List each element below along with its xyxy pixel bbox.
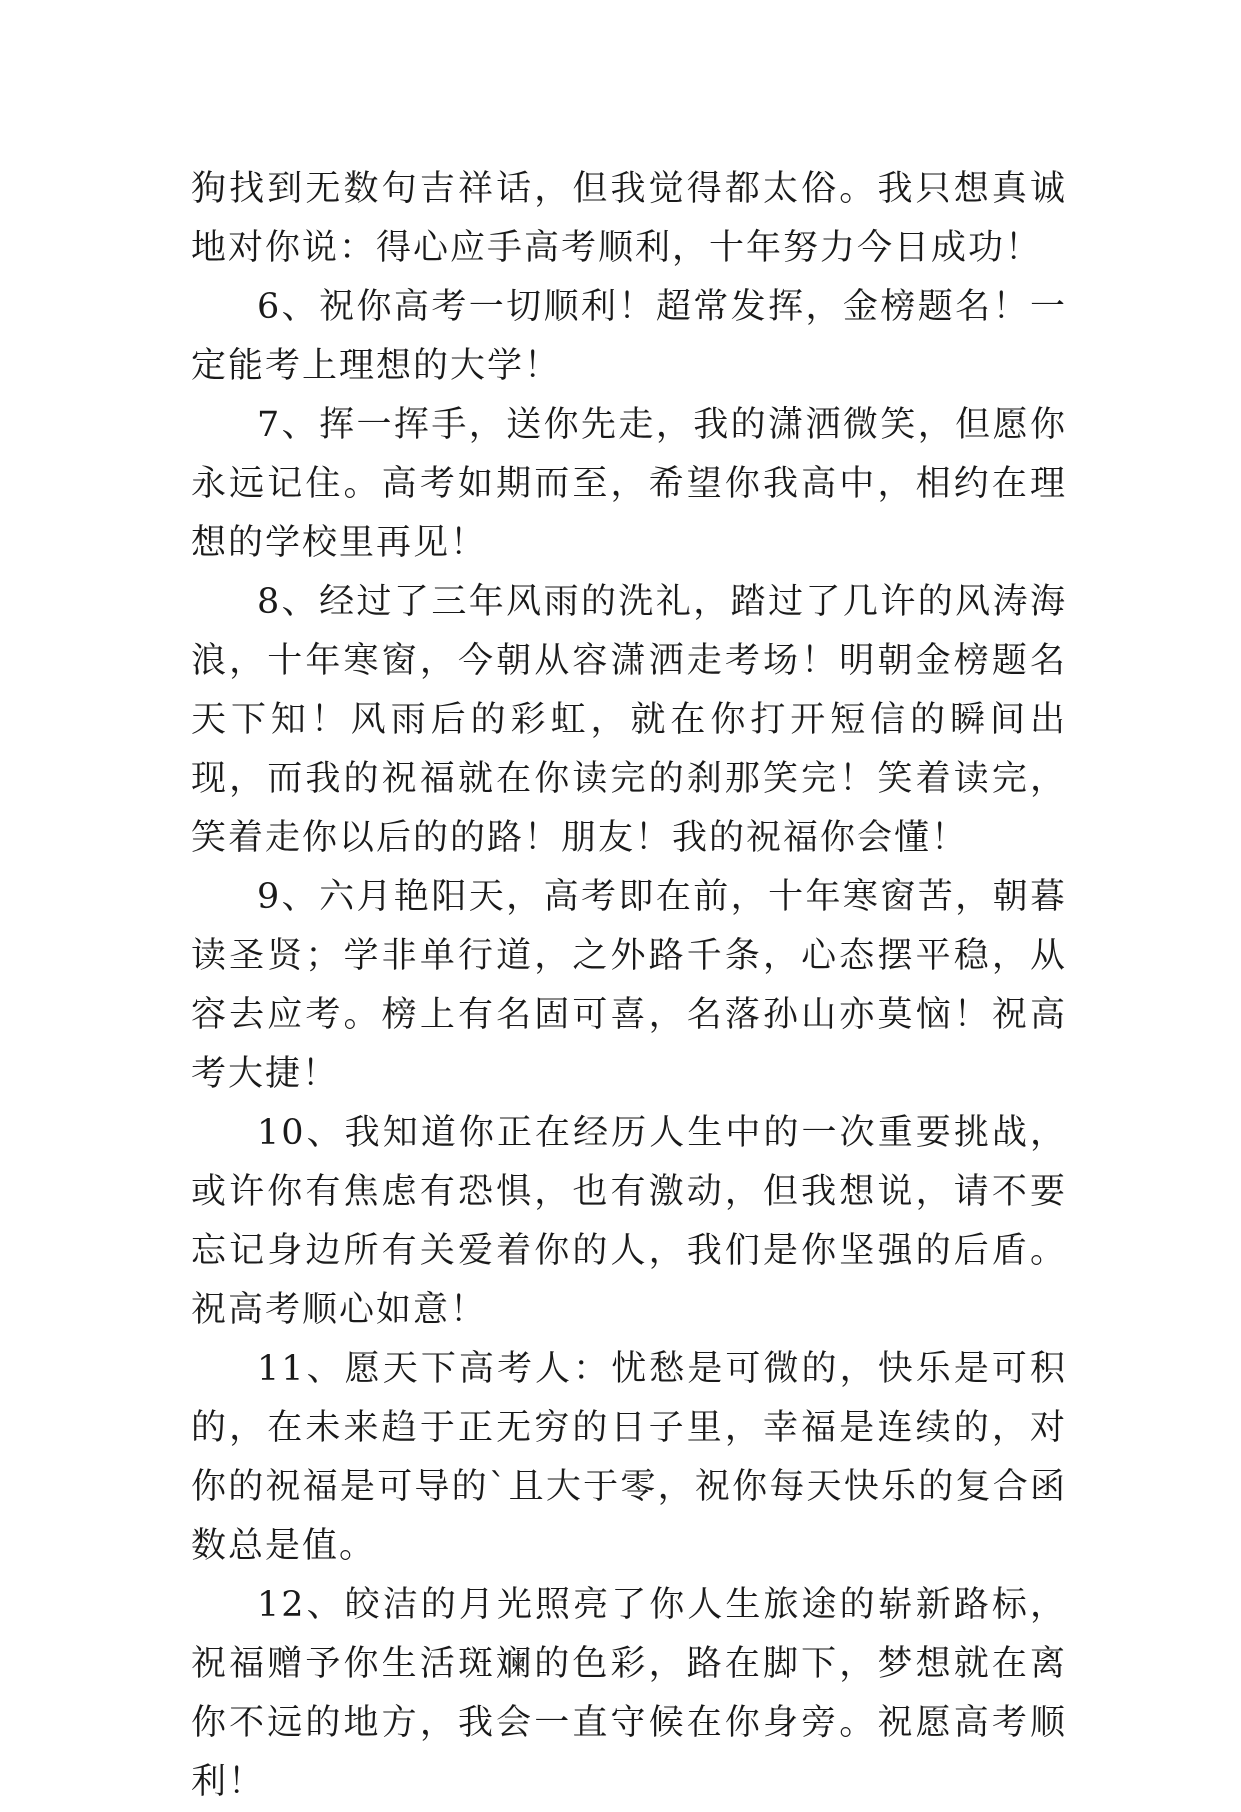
paragraph-6: 6、祝你高考一切顺利！超常发挥，金榜题名！一定能考上理想的大学！ (191, 287, 1067, 386)
paragraph-8: 8、经过了三年风雨的洗礼，踏过了几许的风涛海浪，十年寒窗，今朝从容潇洒走考场！明朝金榜题名天下知！风雨后的彩虹，就在你打开短信的瞬间出现，而我的祝福就在你读完的刹那笑完！笑着读完，笑着走你以后的的路！朋友！我的祝福你会懂！ (191, 582, 1067, 858)
paragraph-5-continued: 狗找到无数句吉祥话，但我觉得都太俗。我只想真诚地对你说：得心应手高考顺利，十年努力今日成功！ (191, 169, 1067, 268)
paragraph-12: 12、皎洁的月光照亮了你人生旅途的崭新路标，祝福赠予你生活斑斓的色彩，路在脚下，梦想就在离你不远的地方，我会一直守候在你身旁。祝愿高考顺利！ (191, 1585, 1067, 1802)
paragraph-9: 9、六月艳阳天，高考即在前，十年寒窗苦，朝暮读圣贤；学非单行道，之外路千条，心态摆平稳，从容去应考。榜上有名固可喜，名落孙山亦莫恼！祝高考大捷！ (191, 877, 1067, 1094)
paragraph-10: 10、我知道你正在经历人生中的一次重要挑战，或许你有焦虑有恐惧，也有激动，但我想说，请不要忘记身边所有关爱着你的人，我们是你坚强的后盾。祝高考顺心如意！ (191, 1113, 1067, 1330)
document-body (191, 160, 1067, 1812)
paragraph-7: 7、挥一挥手，送你先走，我的潇洒微笑，但愿你永远记住。高考如期而至，希望你我高中，相约在理想的学校里再见！ (191, 405, 1067, 563)
paragraph-11: 11、愿天下高考人：忧愁是可微的，快乐是可积的，在未来趋于正无穷的日子里，幸福是连续的，对你的祝福是可导的`且大于零，祝你每天快乐的复合函数总是值。 (191, 1349, 1067, 1566)
